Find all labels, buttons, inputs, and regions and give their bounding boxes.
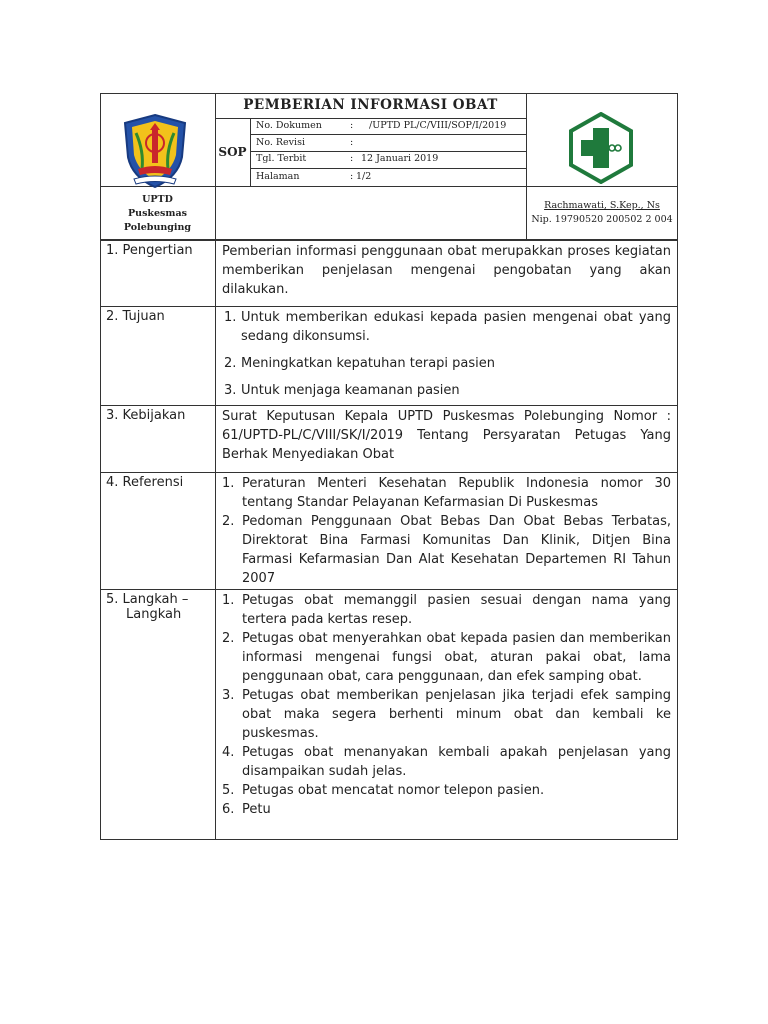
- meta-sep-revisi: :: [350, 137, 354, 148]
- tujuan-item-number: 3.: [224, 383, 237, 398]
- referensi-item: [218, 512, 671, 588]
- org-name: [100, 193, 215, 235]
- sop-label: SOP: [218, 145, 247, 159]
- list-tujuan: [218, 308, 671, 400]
- langkah-item: [218, 781, 671, 800]
- meta-sep-dokumen: :: [350, 120, 354, 131]
- langkah-item-number: 2.: [222, 631, 235, 646]
- meta-sep-halaman: :: [350, 171, 354, 182]
- signatory-nip: Nip. 19790520 200502 2 004: [531, 214, 673, 225]
- langkah-item-number: 3.: [222, 688, 235, 703]
- label-pengertian: 1. Pengertian: [106, 243, 193, 258]
- langkah-item-text: Petu: [242, 802, 271, 817]
- langkah-item-text: Petugas obat memberikan penjelasan jika terjadi efek samping obat maka segera berhenti minum obat dan kembali ke puskesmas.: [242, 688, 671, 741]
- meta-sep-terbit: :: [350, 153, 354, 164]
- langkah-item: [218, 591, 671, 629]
- list-langkah: [218, 591, 671, 819]
- tujuan-item: [218, 381, 671, 400]
- referensi-item-number: 2.: [222, 514, 235, 529]
- langkah-item-text: Petugas obat mencatat nomor telepon pasien.: [242, 783, 545, 798]
- signatory-name: Rachmawati, S.Kep., Ns: [544, 200, 660, 211]
- meta-label-halaman: Halaman: [256, 171, 300, 182]
- meta-label-terbit: Tgl. Terbit: [256, 153, 307, 164]
- langkah-item: [218, 629, 671, 686]
- referensi-item-text: Peraturan Menteri Kesehatan Republik Indonesia nomor 30 tentang Standar Pelayanan Kefarmasian Di Puskesmas: [242, 476, 671, 510]
- tujuan-item-text: Untuk memberikan edukasi kepada pasien mengenai obat yang sedang dikonsumsi.: [241, 310, 671, 344]
- langkah-item-number: 1.: [222, 593, 235, 608]
- label-referensi: 4. Referensi: [106, 475, 184, 490]
- list-referensi: [218, 474, 671, 588]
- label-langkah: [106, 592, 211, 622]
- referensi-item-text: Pedoman Penggunaan Obat Bebas Dan Obat Bebas Terbatas, Direktorat Bina Farmasi Komunitas Dan Klinik, Ditjen Bina Farmasi Kefarmasian Dan Alat Kesehatan Departemen RI Tahun 2007: [242, 514, 671, 586]
- langkah-item: [218, 800, 671, 819]
- meta-label-revisi: No. Revisi: [256, 137, 305, 148]
- langkah-item-number: 4.: [222, 745, 235, 760]
- tujuan-item-number: 1.: [224, 310, 237, 325]
- text-pengertian: Pemberian informasi penggunaan obat merupakkan proses kegiatan memberikan penjelasan mengenai pengobatan yang akan dilakukan.: [222, 244, 671, 297]
- meta-value-terbit: 12 Januari 2019: [361, 153, 439, 164]
- meta-value-dokumen: /UPTD PL/C/VIII/SOP/I/2019: [369, 120, 507, 131]
- org-line-1: UPTD: [142, 194, 173, 205]
- org-line-2: Puskesmas: [128, 208, 187, 219]
- langkah-item-number: 5.: [222, 783, 235, 798]
- document-title: PEMBERIAN INFORMASI OBAT: [243, 97, 498, 113]
- org-line-3: Polebunging: [123, 222, 192, 233]
- meta-value-halaman: 1/2: [356, 171, 372, 182]
- meta-label-dokumen: No. Dokumen: [256, 120, 322, 131]
- referensi-item-number: 1.: [222, 476, 235, 491]
- text-kebijakan: Surat Keputusan Kepala UPTD Puskesmas Polebunging Nomor : 61/UPTD-PL/C/VIII/SK/I/2019 Tentang Persyaratan Petugas Yang Berhak Menyediakan Obat: [222, 409, 671, 462]
- tujuan-item-number: 2.: [224, 356, 237, 371]
- puskesmas-logo: [568, 112, 634, 184]
- label-langkah-line-2: Langkah: [126, 607, 182, 622]
- langkah-item-number: 6.: [222, 802, 235, 817]
- label-langkah-line-1: 5. Langkah –: [106, 592, 189, 607]
- langkah-item-text: Petugas obat menyerahkan obat kepada pasien dan memberikan informasi mengenai fungsi obat, aturan pakai obat, lama penggunaan obat, cara penggunaan, dan efek samping obat.: [242, 631, 671, 684]
- langkah-item: [218, 686, 671, 743]
- label-tujuan: 2. Tujuan: [106, 309, 165, 324]
- langkah-item-text: Petugas obat memanggil pasien sesuai dengan nama yang tertera pada kertas resep.: [242, 593, 671, 627]
- tujuan-item-text: Meningkatkan kepatuhan terapi pasien: [241, 356, 495, 371]
- tujuan-item: [218, 308, 671, 346]
- tujuan-item-text: Untuk menjaga keamanan pasien: [241, 383, 460, 398]
- label-kebijakan: 3. Kebijakan: [106, 408, 186, 423]
- langkah-item: [218, 743, 671, 781]
- referensi-item: [218, 474, 671, 512]
- tujuan-item: [218, 354, 671, 373]
- langkah-item-text: Petugas obat menanyakan kembali apakah penjelasan yang disampaikan sudah jelas.: [242, 745, 671, 779]
- regency-emblem: [120, 113, 190, 189]
